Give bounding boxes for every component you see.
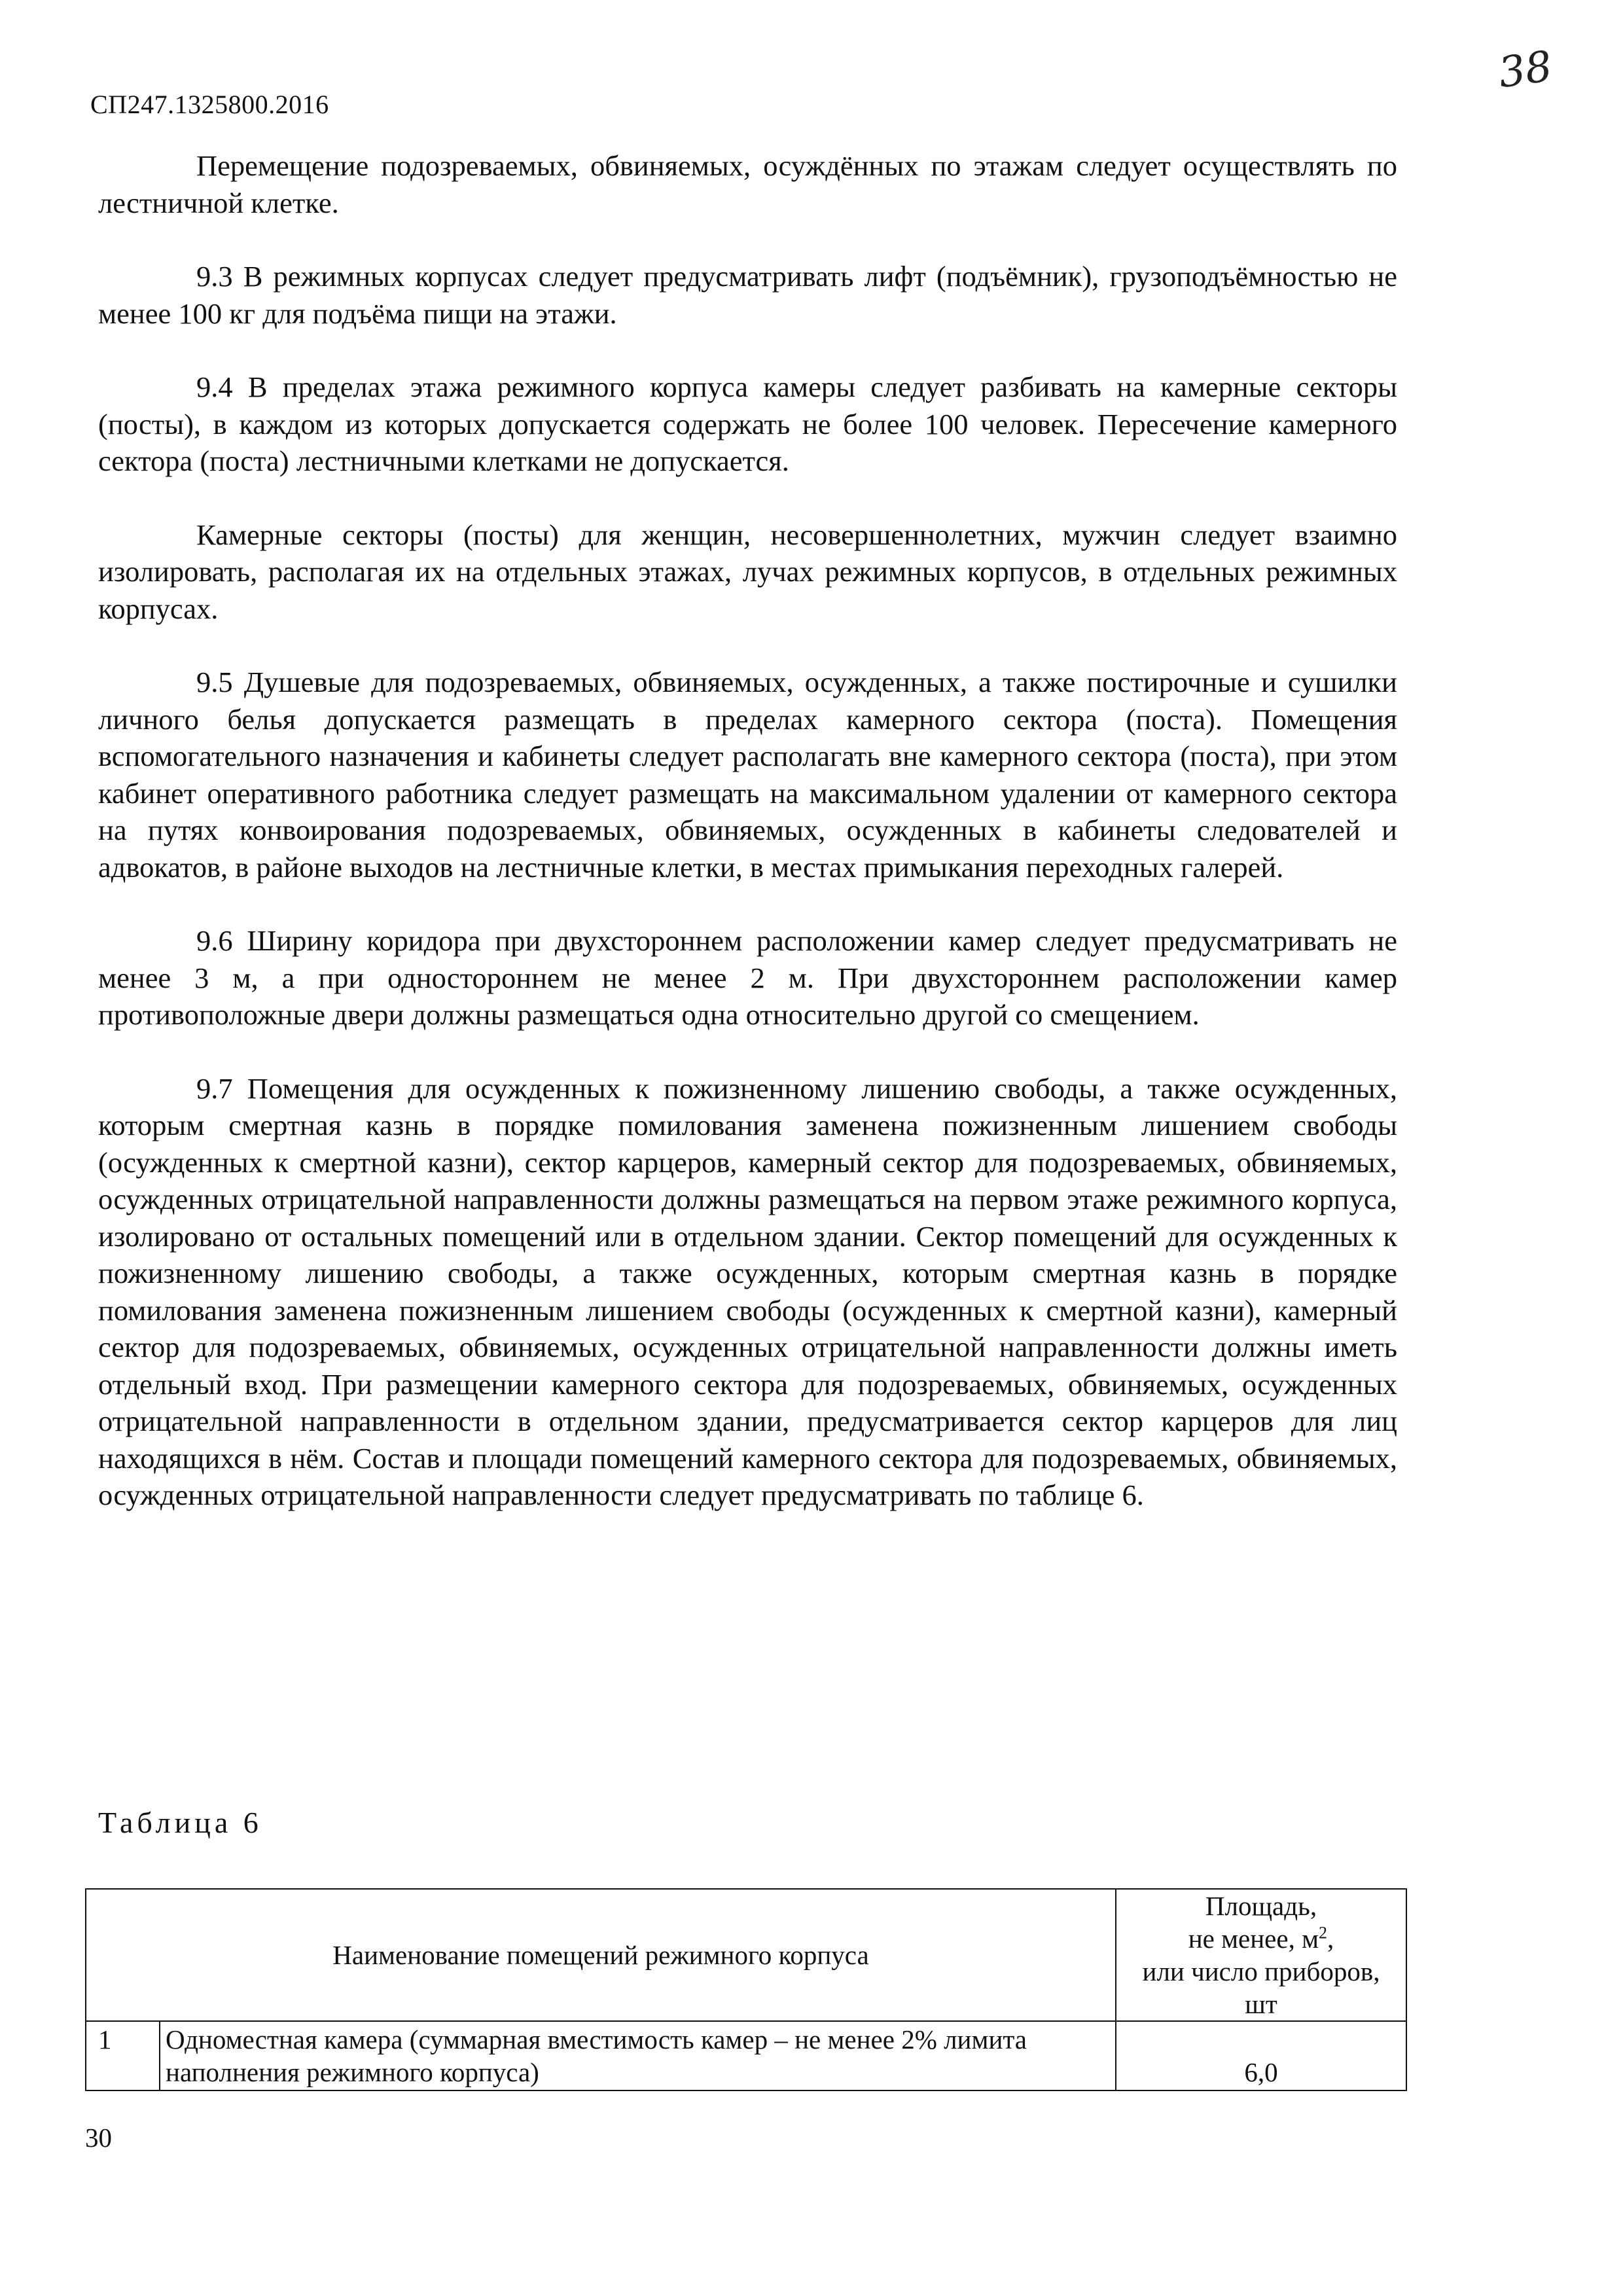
document-code: СП247.1325800.2016	[90, 90, 329, 119]
column-header-name: Наименование помещений режимного корпуса	[86, 1889, 1116, 2021]
paragraph-9-6: 9.6 Ширину коридора при двухстороннем расположении камер следует предусматривать не менее 3 м, а при одностороннем не менее 2 м. При двухстороннем расположении камер противоположные двери должны размещаться одна относительно другой со смещением.	[98, 924, 1397, 1031]
area-header-line2: не менее, м	[1188, 1924, 1319, 1954]
row-number: 1	[86, 2021, 160, 2090]
table-header-row	[86, 1889, 1406, 2021]
page-number: 30	[85, 2123, 112, 2153]
area-header-line1: Площадь,	[1205, 1891, 1317, 1921]
table-row	[86, 2021, 1406, 2090]
paragraph-9-4: 9.4 В пределах этажа режимного корпуса камеры следует разбивать на камерные секторы (посты), в каждом из которых допускается содержать не более 100 человек. Пересечение камерного сектора (поста) лестничными клетками не допускается.	[98, 370, 1397, 477]
table-caption: Таблица 6	[98, 1806, 262, 1839]
area-header-line4: шт	[1245, 1989, 1277, 2019]
row-value: 6,0	[1116, 2021, 1406, 2090]
column-header-area	[1116, 1889, 1406, 2021]
rooms-table	[85, 1888, 1407, 2091]
paragraph-movement: Перемещение подозреваемых, обвиняемых, осуждённых по этажам следует осуществлять по лестничной клетке.	[98, 149, 1397, 219]
paragraph-9-3: 9.3 В режимных корпусах следует предусматривать лифт (подъёмник), грузоподъёмностью не менее 100 кг для подъёма пищи на этажи.	[98, 260, 1397, 330]
area-header-sup: 2	[1319, 1923, 1328, 1943]
area-header-comma: ,	[1327, 1924, 1334, 1954]
paragraph-9-5: 9.5 Душевые для подозреваемых, обвиняемых, осужденных, а также постирочные и сушилки личного белья допускается размещать в пределах камерного сектора (поста). Помещения вспомогательного назначения и кабинеты следует располагать вне камерного сектора (поста), при этом кабинет оперативного работника следует размещать на максимальном удалении от камерного сектора на путях конвоирования подозреваемых, обвиняемых, осужденных в кабинеты следователей и адвокатов, в районе выходов на лестничные клетки, в местах примыкания переходных галерей.	[98, 666, 1397, 884]
paragraph-9-7: 9.7 Помещения для осужденных к пожизненному лишению свободы, а также осужденных, которым смертная казнь в порядке помилования заменена пожизненным лишением свободы (осужденных к смертной казни), сектор карцеров, камерный сектор для подозреваемых, обвиняемых, осужденных отрицательной направленности должны размещаться на первом этаже режимного корпуса, изолировано от остальных помещений или в отдельном здании. Сектор помещений для осужденных к пожизненному лишению свободы, а также осужденных, которым смертная казнь в порядке помилования заменена пожизненным лишением свободы (осужденных к смертной казни), камерный сектор для подозреваемых, обвиняемых, осужденных отрицательной направленности должны иметь отдельный вход. При размещении камерного сектора для подозреваемых, обвиняемых, осужденных отрицательной направленности в отдельном здании, предусматривается сектор карцеров для лиц находящихся в нём. Состав и площади помещений камерного сектора для подозреваемых, обвиняемых, осужденных отрицательной направленности следует предусматривать по таблице 6.	[98, 1071, 1397, 1511]
row-name: Одноместная камера (суммарная вместимость камер – не менее 2% лимита наполнения режимного корпуса)	[160, 2021, 1116, 2090]
paragraph-sectors-isolation: Камерные секторы (посты) для женщин, несовершеннолетних, мужчин следует взаимно изолировать, располагая их на отдельных этажах, лучах режимных корпусов, в отдельных режимных корпусах.	[98, 518, 1397, 625]
body-text	[98, 147, 1397, 1551]
area-header-line3: или число приборов,	[1142, 1956, 1380, 1986]
handwritten-page-number: 38	[1495, 42, 1556, 98]
